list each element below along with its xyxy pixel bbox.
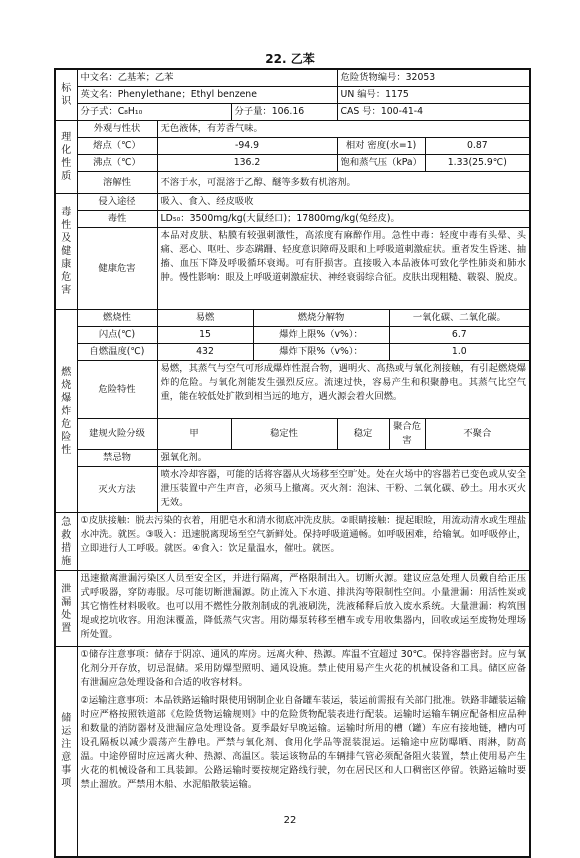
flash-label: 闪点(℃) [77,327,157,344]
section-physchem-header: 理 化 性 质 [55,121,77,194]
cas-no: CAS 号：100-41-4 [337,104,530,121]
transport-text: ②运输注意事项：本品铁路运输时限使用钢制企业自备罐车装运，装运前需报有关部门批准。铁路非罐装运输时应严格按照铁道部《危险货物运输规则》中的危险货物配装表进行配装。运输时运输车辆应配备相应品种和数量的消防器材及泄漏应急处理设备。夏季最好早晚运输。运输时所用的槽（罐）车应有接地链，槽内可设孔隔板以减少震荡产生静电。严禁与氧化剂、食用化学品等混装混运。运输途中应防曝晒、雨淋，防高温。中途停留时应远离火种、热源、高温区。装运该物品的车辆排气管必须配备阻火装置，禁止使用易产生火花的机械设备和工具装卸。公路运输时要按规定路线行驶，勿在居民区和人口稠密区停留。铁路运输时要禁止溜放。严禁用木船、水泥船散装运输。 [80,695,527,790]
vapor-value: 1.33(25.9℃) [425,155,530,172]
autoign-value: 432 [157,344,253,361]
autoign-label: 自燃温度(℃) [77,344,157,361]
polymer-label: 聚合危害 [389,419,425,450]
solubility-label: 溶解性 [77,172,157,194]
section-toxicity-header: 毒 性 及 健 康 危 害 [55,194,77,310]
incompat-value: 强氧化剂。 [157,450,530,467]
tox-value: LD₅₀：3500mg/kg(大鼠经口)；17800mg/kg(兔经皮)。 [157,211,530,228]
bp-label: 沸点（℃） [77,155,157,172]
combustion-value: 一氧化碳、二氧化碳。 [389,310,530,327]
storage-text: ①储存注意事项：储存于阴凉、通风的库房。远离火种、热源。库温不宜超过 30℃。保持容器密封。应与氧化剂分开存放，切忌混储。采用防爆型照明、通风设施。禁止使用易产生火花的机械设备和工具。储区应备有泄漏应急处理设备和合适的收容材料。 [80,649,527,688]
extinguish-value: 喷水冷却容器，可能的话将容器从火场移至空旷处。处在火场中的容器若已变色或从安全泄压装置中产生声音，必须马上撤离。灭火剂：泡沫、干粉、二氧化碳、砂土。用水灭火无效。 [157,467,530,513]
stability-value: 稳定 [337,419,389,450]
appearance-value: 无色液体，有芳香气味。 [157,121,530,138]
route-label: 侵入途径 [77,194,157,211]
lel-value: 1.0 [389,344,530,361]
flammability-value: 易燃 [157,310,253,327]
en-name: 英文名：Phenylethane；Ethyl benzene [77,87,337,104]
stability-label: 稳定性 [231,419,337,450]
section-id-header: 标 识 [55,69,77,121]
solubility-value: 不溶于水，可混溶于乙醇、醚等多数有机溶剂。 [157,172,530,194]
flammability-label: 燃烧性 [77,310,157,327]
combustion-label: 燃烧分解物 [253,310,389,327]
rel-density-value: 0.87 [425,138,530,155]
hazard-no: 危险货物编号：32053 [337,69,530,87]
section-leak-header: 泄 漏 处 置 [55,571,77,647]
leak-text: 迅速撤离泄漏污染区人员至安全区，并进行隔离，严格限制出入。切断火源。建议应急处理人员戴自给正压式呼吸器，穿防毒服。尽可能切断泄漏源。防止流入下水道、排洪沟等限制性空间。小量泄漏：用活性炭或其它惰性材料吸收。也可以用不燃性分散剂制成的乳液刷洗，洗液稀释后放入废水系统。大量泄漏：构筑围堤或挖坑收容。用泡沫覆盖，降低蒸气灾害。用防爆泵转移至槽车或专用收集器内，回收或运至废物处理场所处置。 [77,571,530,647]
incompat-label: 禁忌物 [77,450,157,467]
un-no: UN 编号：1175 [337,87,530,104]
page-title: 22. 乙苯 [265,52,315,66]
polymer-value: 不聚合 [425,419,530,450]
hazard-value: 易燃，其蒸气与空气可形成爆炸性混合物，遇明火、高热或与氧化剂接触，有引起燃烧爆炸的危险。与氧化剂能发生强烈反应。流速过快，容易产生和积聚静电。其蒸气比空气重，能在较低处扩散到相当远的地方，遇火源会着火回燃。 [157,361,530,419]
mp-value: -94.9 [157,138,337,155]
section-fire-header: 燃 烧 爆 炸 危 险 性 [55,310,77,513]
mp-label: 熔点（℃） [77,138,157,155]
uel-label: 爆炸上限%（v%）： [253,327,389,344]
formula: 分子式：C₈H₁₀ [77,104,231,121]
extinguish-label: 灭火方法 [77,467,157,513]
appearance-label: 外观与性状 [77,121,157,138]
firstaid-text: ①皮肤接触：脱去污染的衣着，用肥皂水和清水彻底冲洗皮肤。②眼睛接触：提起眼睑，用流动清水或生理盐水冲洗。就医。③吸入：迅速脱离现场至空气新鲜处。保持呼吸道通畅。如呼吸困难，给输氧。如呼吸停止，立即进行人工呼吸。就医。④食入：饮足量温水，催吐。就医。 [77,513,530,571]
hazard-label: 危险特性 [77,361,157,419]
msds-table [54,68,531,858]
bp-value: 136.2 [157,155,337,172]
uel-value: 6.7 [389,327,530,344]
rel-density-label: 相对 密度(水=1) [337,138,425,155]
health-value: 本品对皮肤、粘膜有较强刺激性，高浓度有麻醉作用。急性中毒：轻度中毒有头晕、头痛、恶心、呕吐、步态蹒跚、轻度意识障碍及眼和上呼吸道刺激症状。重者发生昏迷、抽搐、血压下降及呼吸循环衰竭。可有肝损害。直接吸入本品液体可致化学性肺炎和肺水肿。慢性影响：眼及上呼吸道刺激症状、神经衰弱综合征。皮肤出现粗糙、皲裂、脱皮。 [157,228,530,310]
lel-label: 爆炸下限%（v%）： [253,344,389,361]
tox-label: 毒性 [77,211,157,228]
mol-weight: 分子量：106.16 [231,104,337,121]
section-firstaid-header: 急 救 措 施 [55,513,77,571]
section-storage-header: 储 运 注 意 事 项 [55,647,77,857]
route-value: 吸入、食入、经皮吸收 [157,194,530,211]
flash-value: 15 [157,327,253,344]
page-number: 22 [283,815,297,826]
vapor-label: 饱和蒸气压（kPa） [337,155,425,172]
class-value: 甲 [157,419,231,450]
cn-name: 中文名：乙基苯；乙苯 [77,69,337,87]
class-label: 建规火险分级 [77,419,157,450]
health-label: 健康危害 [77,228,157,310]
